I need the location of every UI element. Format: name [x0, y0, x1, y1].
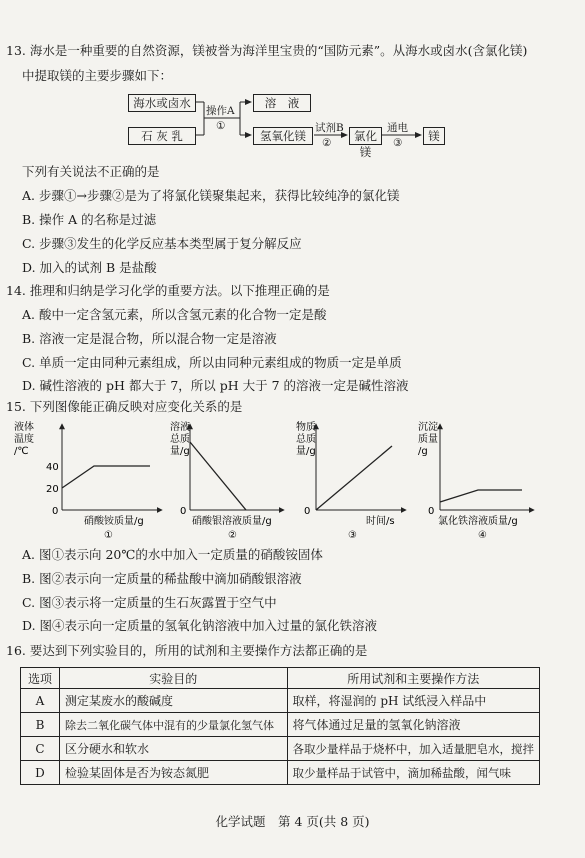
graph-1-ytick-40: 40: [46, 462, 59, 473]
graph-2-caption: ②: [228, 530, 237, 541]
q13-stem-line2: 中提取镁的主要步骤如下：: [22, 68, 173, 83]
table-cell-purpose: 检验某固体是否为铵态氮肥: [59, 761, 287, 785]
graph-1-caption: ①: [104, 530, 113, 541]
table-cell-purpose: 测定某废水的酸碱度: [59, 689, 287, 713]
flow-box-lime-milk: 石 灰 乳: [128, 127, 196, 145]
q15-option-a: A. 图①表示向 20℃的水中加入一定质量的硝酸铵固体: [22, 547, 323, 562]
q13-question: 下列有关说法不正确的是: [22, 164, 160, 179]
graph-3-line: [316, 446, 392, 510]
table-row: [21, 737, 540, 761]
graph-1: [14, 420, 162, 541]
q15-stem: 15. 下列图像能正确反映对应变化关系的是: [6, 399, 243, 414]
table-cell-purpose: 区分硬水和软水: [59, 737, 287, 761]
graph-4-ylabel-2: 质量: [418, 434, 438, 445]
graph-2-xlabel: 硝酸银溶液质量/g: [192, 516, 272, 527]
table-header-purpose: 实验目的: [59, 668, 287, 689]
table-row: [21, 713, 540, 737]
flow-label-step2: ②: [322, 137, 332, 149]
graph-3-ylabel-3: 量/g: [296, 446, 316, 457]
q13-option-b: B. 操作 A 的名称是过滤: [22, 212, 157, 227]
graph-1-ylabel-3: /℃: [14, 446, 29, 457]
table-cell-option: A: [21, 689, 60, 713]
q14-option-a: A. 酸中一定含氢元素，所以含氢元素的化合物一定是酸: [22, 307, 327, 322]
graph-3-caption: ③: [348, 530, 357, 541]
flow-box-magnesium-hydroxide: 氢氧化镁: [253, 127, 313, 145]
graph-4: [418, 420, 534, 541]
graph-4-ylabel-1: 沉淀: [418, 422, 438, 433]
flow-label-reagent-b: 试剂B: [315, 122, 344, 134]
graph-2-ylabel-1: 溶液: [170, 422, 190, 433]
q14-option-b: B. 溶液一定是混合物，所以混合物一定是溶液: [22, 331, 277, 346]
q13-option-c: C. 步骤③发生的化学反应基本类型属于复分解反应: [22, 236, 302, 251]
table-cell-option: D: [21, 761, 60, 785]
page-footer: 化学试题 第 4 页(共 8 页): [215, 814, 370, 829]
flow-box-solution: 溶 液: [253, 94, 311, 112]
q16-stem: 16. 要达到下列实验目的，所用的试剂和主要操作方法都正确的是: [6, 643, 368, 658]
q14-option-c: C. 单质一定由同种元素组成，所以由同种元素组成的物质一定是单质: [22, 355, 402, 370]
graph-4-xlabel: 氯化铁溶液质量/g: [438, 516, 518, 527]
graph-2: [170, 420, 284, 541]
table-cell-option: B: [21, 713, 60, 737]
graph-4-caption: ④: [478, 530, 487, 541]
q13-stem-line1: 13. 海水是一种重要的自然资源，镁被誉为海洋里宝贵的“国防元素”。从海水或卤水(含氯化镁): [6, 43, 528, 58]
table-cell-purpose: 除去二氧化碳气体中混有的少量氯化氢气体: [59, 713, 287, 737]
graph-1-ylabel-1: 液体: [14, 422, 34, 433]
q15-option-b: B. 图②表示向一定质量的稀盐酸中滴加硝酸银溶液: [22, 571, 302, 586]
graph-4-line: [440, 490, 522, 502]
table-header-method: 所用试剂和主要操作方法: [287, 668, 540, 689]
graph-4-ytick-0: 0: [428, 506, 435, 517]
table-header-row: [21, 668, 540, 689]
flow-label-electrolysis: 通电: [387, 122, 408, 134]
graph-4-ylabel-3: /g: [418, 446, 428, 457]
graph-3-ylabel-2: 总质: [296, 434, 316, 445]
graph-1-ytick-20: 20: [46, 484, 59, 495]
flow-label-operation-a: 操作A: [206, 105, 235, 117]
graph-2-ylabel-3: 量/g: [170, 446, 190, 457]
q15-graphs: [14, 418, 579, 542]
flow-box-seawater: 海水或卤水: [128, 94, 196, 112]
graph-2-ylabel-2: 总质: [170, 434, 190, 445]
q16-table: [20, 667, 540, 785]
flow-box-magnesium-chloride: 氯化镁: [349, 127, 382, 145]
graph-3: [296, 420, 406, 541]
table-header-option: 选项: [21, 668, 60, 689]
q13-option-d: D. 加入的试剂 B 是盐酸: [22, 260, 157, 275]
graph-1-xlabel: 硝酸铵质量/g: [84, 516, 144, 527]
graph-3-ylabel-1: 物质: [296, 422, 316, 433]
flow-box-magnesium: 镁: [423, 127, 445, 145]
q15-option-d: D. 图④表示向一定质量的氢氧化钠溶液中加入过量的氯化铁溶液: [22, 618, 378, 633]
flow-label-step1: ①: [216, 120, 226, 132]
table-cell-method: 各取少量样品于烧杯中，加入适量肥皂水，搅拌: [287, 737, 540, 761]
table-cell-method: 取少量样品于试管中，滴加稀盐酸，闻气味: [287, 761, 540, 785]
table-cell-method: 取样，将湿润的 pH 试纸浸入样品中: [287, 689, 540, 713]
graph-2-line: [190, 442, 246, 510]
graph-3-ytick-0: 0: [304, 506, 311, 517]
graph-1-ylabel-2: 温度: [14, 434, 34, 445]
q13-flow-diagram: [128, 92, 458, 159]
q14-stem: 14. 推理和归纳是学习化学的重要方法。以下推理正确的是: [6, 283, 330, 298]
table-cell-option: C: [21, 737, 60, 761]
table-row: [21, 689, 540, 713]
graph-2-ytick-0: 0: [180, 506, 187, 517]
q15-option-c: C. 图③表示将一定质量的生石灰露置于空气中: [22, 595, 277, 610]
graph-3-xlabel: 时间/s: [366, 516, 395, 527]
q14-option-d: D. 碱性溶液的 pH 都大于 7，所以 pH 大于 7 的溶液一定是碱性溶液: [22, 378, 409, 393]
graph-1-line: [62, 466, 150, 488]
table-row: [21, 761, 540, 785]
q13-option-a: A. 步骤①→步骤②是为了将氯化镁聚集起来，获得比较纯净的氯化镁: [22, 188, 400, 203]
table-cell-method: 将气体通过足量的氢氧化钠溶液: [287, 713, 540, 737]
graph-1-ytick-0: 0: [52, 506, 59, 517]
flow-label-step3: ③: [393, 137, 403, 149]
